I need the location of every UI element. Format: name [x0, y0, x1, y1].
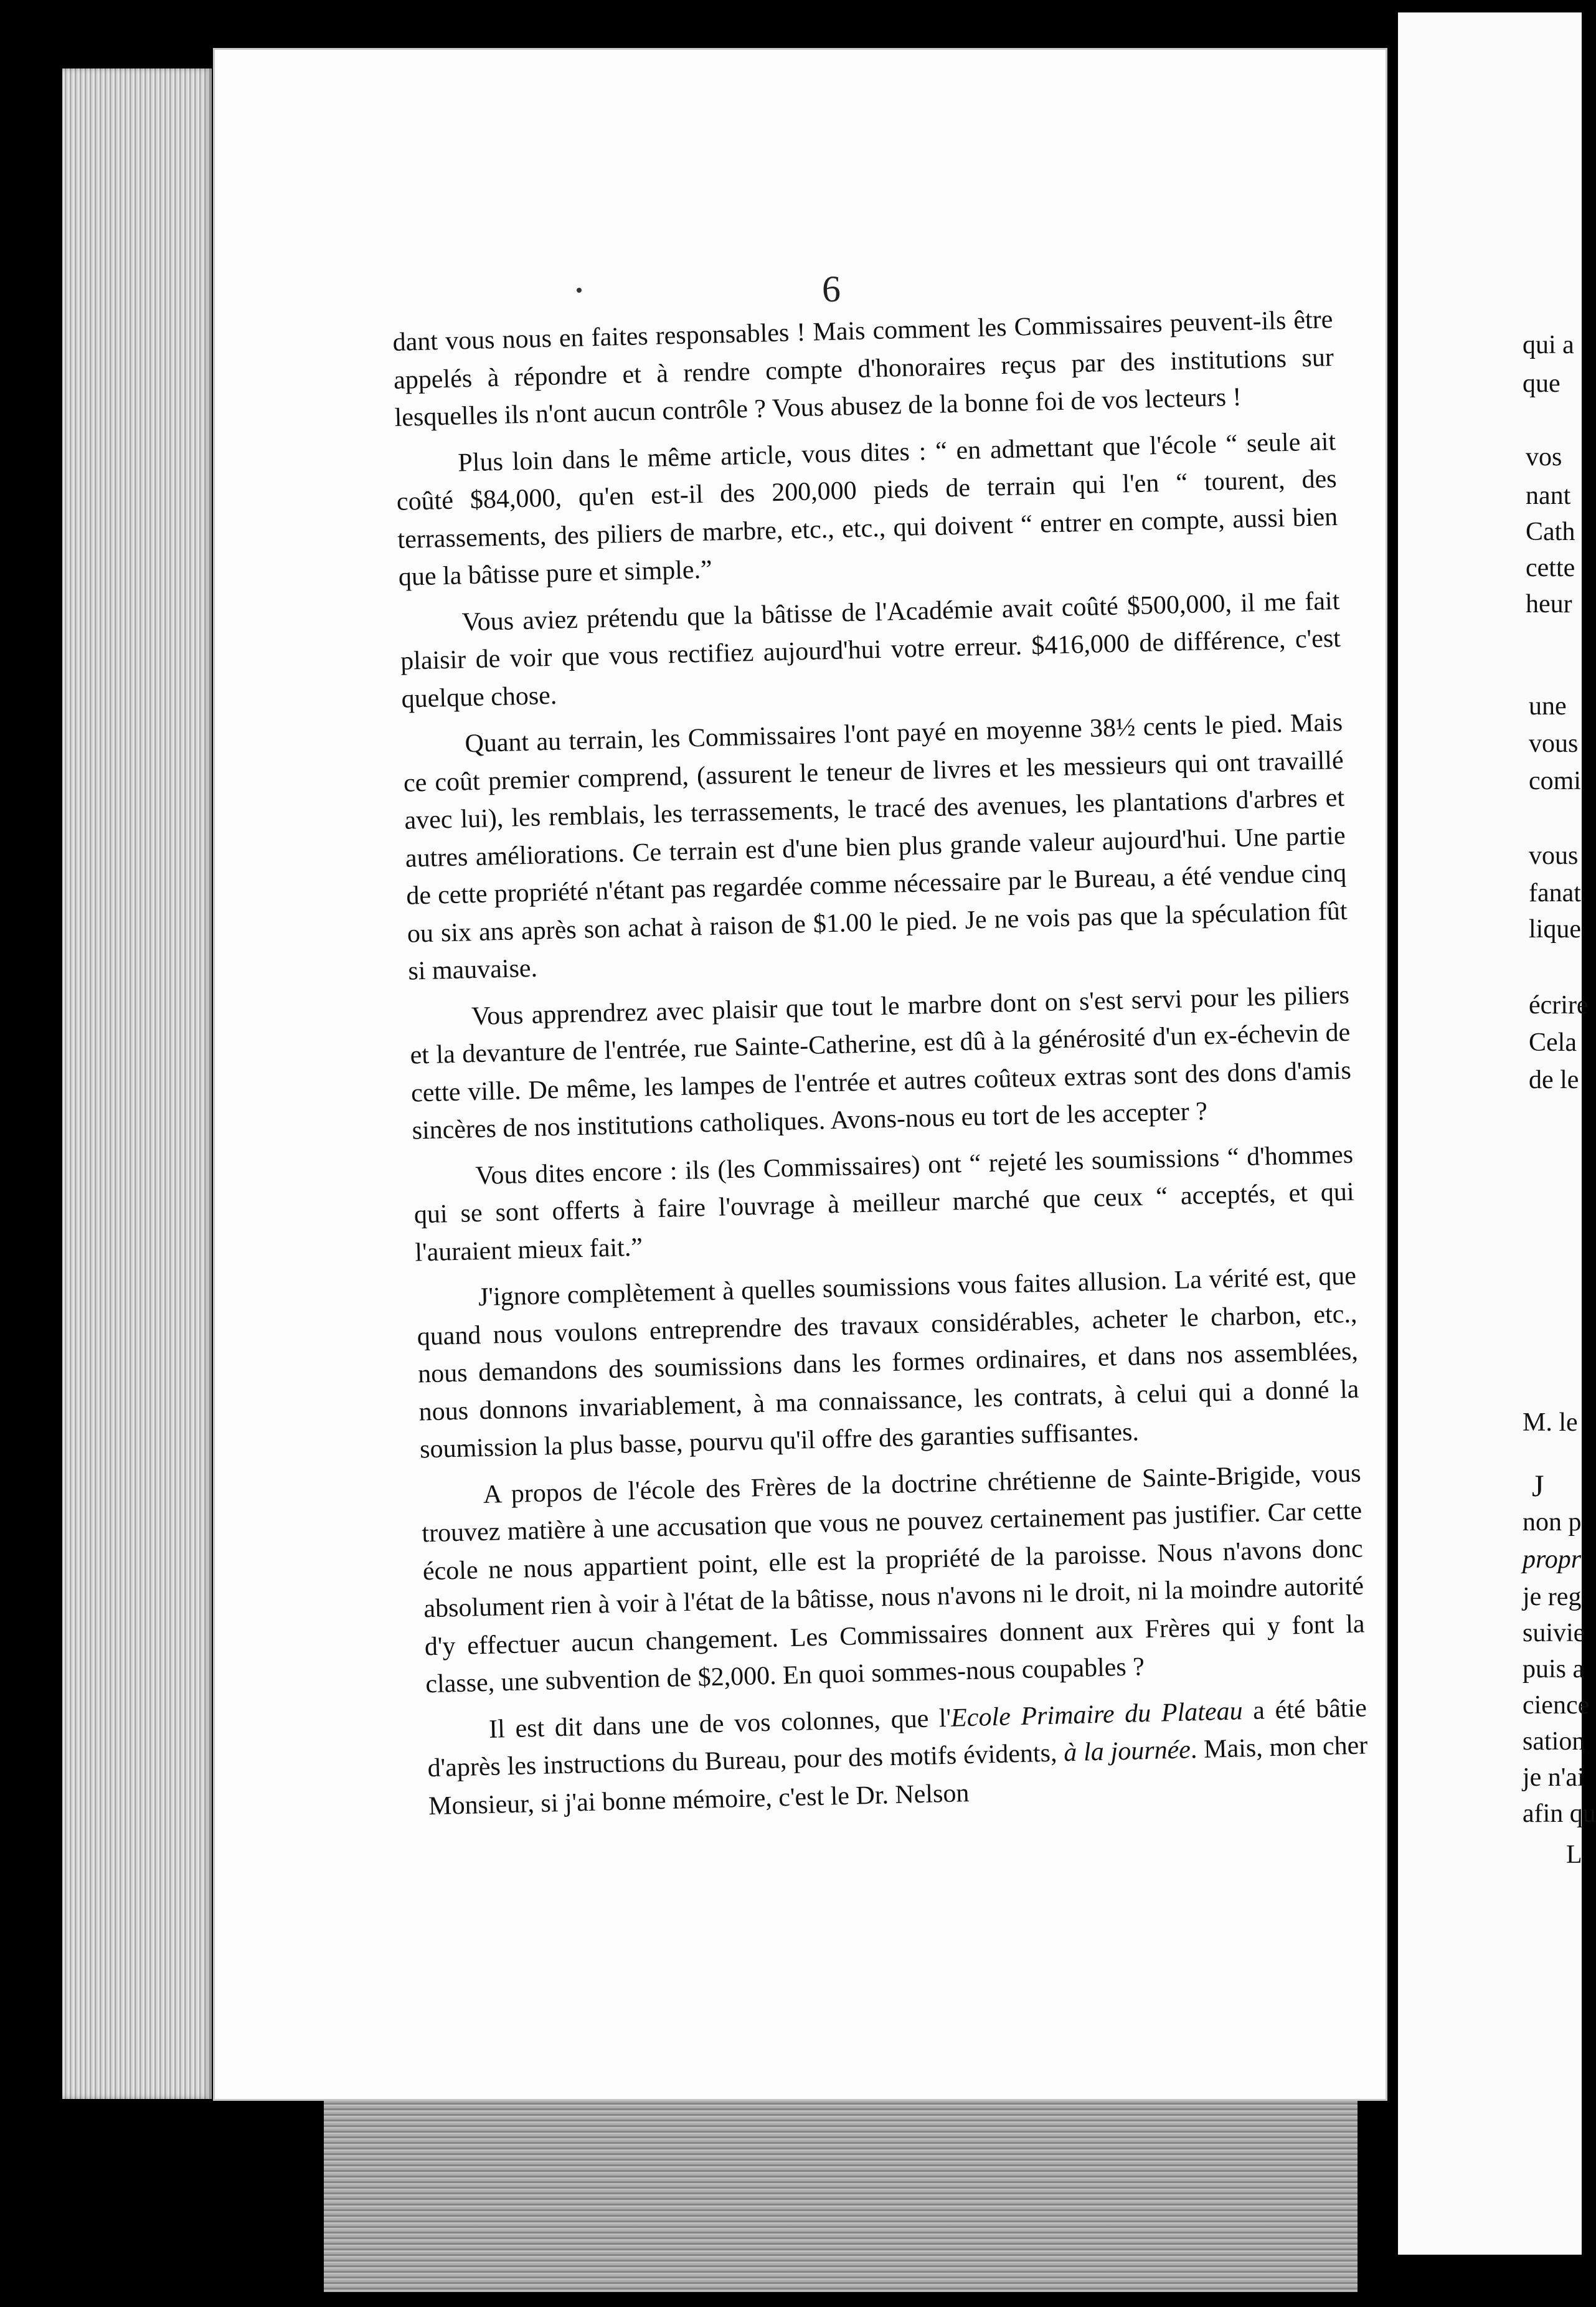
fragment: je n'ai	[1523, 1763, 1585, 1792]
fragment: vous	[1529, 729, 1579, 758]
paragraph: J'ignore complètement à quelles soumissions vous faites allusion. La vérité est, que quand nous voulons entreprendre des travaux considérables, acheter le charbon, etc., nous demandons des soumissions dans les formes ordinaires, et dans nos assemblées, nous donnons invariablement, à ma connaissance, les contrats, à celui qui a donné la soumission la plus basse, pourvu qu'il offre des garanties suffisantes.	[417, 1261, 1359, 1464]
fragment: afin qu	[1523, 1799, 1596, 1828]
fragment: lique	[1529, 915, 1581, 944]
fragment: je reg	[1523, 1583, 1582, 1611]
fragment: non p	[1523, 1508, 1582, 1537]
fragment: de le	[1529, 1066, 1579, 1094]
paragraph: Vous dites encore : ils (les Commissaires) ont “ rejeté les soumissions “ d'hommes qui se sont offerts à faire l'ouvrage à meilleur marché que ceux “ acceptés, et qui l'auraient mieux fait.”	[413, 1140, 1355, 1267]
fragment: comi	[1529, 767, 1581, 795]
paragraph: Vous apprendrez avec plaisir que tout le marbre dont on s'est servi pour les piliers et la devanture de l'entrée, rue Sainte-Catherine, est dû à la générosité d'un ex-échevin de cette ville. De même, les lampes de l'entrée et autres coûteux extras sont des dons d'amis sincères de nos institutions catholiques. Avons-nous eu tort de les accepter ?	[410, 980, 1352, 1145]
text-run: a été bâtie d'après les instructions du Bureau, pour des motifs évidents,	[427, 1693, 1367, 1783]
fragment: qui a	[1523, 331, 1574, 359]
body-text	[392, 301, 1369, 1825]
fragment: cette	[1526, 554, 1575, 582]
fragment: écrire	[1529, 991, 1589, 1020]
fragment: que	[1523, 369, 1561, 398]
fragment: sation	[1523, 1727, 1585, 1756]
fragment: fanat	[1529, 879, 1581, 907]
fragment: J	[1532, 1468, 1544, 1503]
fragment: M. le	[1523, 1408, 1578, 1437]
italic-title: Ecole Primaire du Plateau	[950, 1696, 1244, 1733]
fragment: vous	[1529, 841, 1579, 870]
fragment: puis a	[1523, 1655, 1585, 1684]
paragraph: A propos de l'école des Frères de la doctrine chrétienne de Sainte-Brigide, vous trouvez matière à une accusation que vous ne pouvez certainement pas justifier. Car cette école ne nous appartient point, elle est la propriété de la paroisse. Nous n'avons donc absolument rien à voir à l'état de la bâtisse, nous n'avons ni le droit, ni la moindre autorité d'y effectuer aucun changement. Les Commissaires donnent aux Frères qui y font la classe, une subvention de $2,000. En quoi sommes-nous coupables ?	[421, 1459, 1366, 1699]
fragment: vos	[1526, 443, 1562, 471]
book-page-edges-left	[62, 69, 212, 2099]
facing-page	[1398, 12, 1596, 2255]
fragment: Cath	[1526, 518, 1575, 546]
paragraph: Plus loin dans le même article, vous dites : “ en admettant que l'école “ seule ait coûté $84,000, qu'en est-il des 200,000 pieds de terrain qui l'en “ tourent, des terrassements, des piliers de marbre, etc., etc., qui doivent “ entrer en compte, aussi bien que la bâtisse pure et simple.”	[396, 427, 1338, 592]
page-number: 6	[822, 268, 841, 310]
fragment: Cela	[1529, 1028, 1577, 1057]
fragment: heur	[1526, 590, 1572, 618]
paragraph-last	[426, 1689, 1369, 1825]
fragment: une	[1529, 692, 1567, 721]
paragraph: Quant au terrain, les Commissaires l'ont payé en moyenne 38½ cents le pied. Mais ce coût premier comprend, (assurent le teneur de livres et les messieurs qui ont travaillé avec lui), les remblais, les terrassements, le tracé des avenues, les plantations d'arbres et autres améliorations. Ce terrain est d'une bien plus grande valeur aujourd'hui. Une partie de cette propriété n'étant pas regardée comme nécessaire par le Bureau, a été vendue cinq ou six ans après son achat à raison de $1.00 le pied. Je ne vois pas que la spéculation fût si mauvaise.	[403, 708, 1348, 986]
paragraph: Vous aviez prétendu que la bâtisse de l'Académie avait coûté $500,000, il me fait plaisir de voir que vous rectifiez aujourd'hui votre erreur. $416,000 de différence, c'est quelque chose.	[400, 586, 1341, 714]
ink-dot	[577, 288, 582, 293]
fragment: nant	[1526, 481, 1571, 510]
italic-phrase: à la journée	[1063, 1735, 1191, 1768]
text-run: . Mais, mon cher Monsieur, si j'ai bonne mémoire, c'est le Dr. Nelson	[428, 1731, 1368, 1821]
text-run: Il est dit dans une de vos colonnes, que l'	[488, 1703, 951, 1744]
fragment: L	[1566, 1840, 1582, 1869]
fragment: propr	[1523, 1545, 1582, 1574]
book-page-edges-bottom	[324, 2080, 1358, 2292]
paragraph: dant vous nous en faites responsables ! Mais comment les Commissaires peuvent-ils être appelés à répondre et à rendre compte d'honoraires reçus par des institutions sur lesquelles ils n'ont aucun contrôle ? Vous abusez de la bonne foi de vos lecteurs !	[392, 305, 1334, 432]
fragment: cience	[1523, 1691, 1590, 1720]
fragment: suivie	[1523, 1619, 1585, 1647]
